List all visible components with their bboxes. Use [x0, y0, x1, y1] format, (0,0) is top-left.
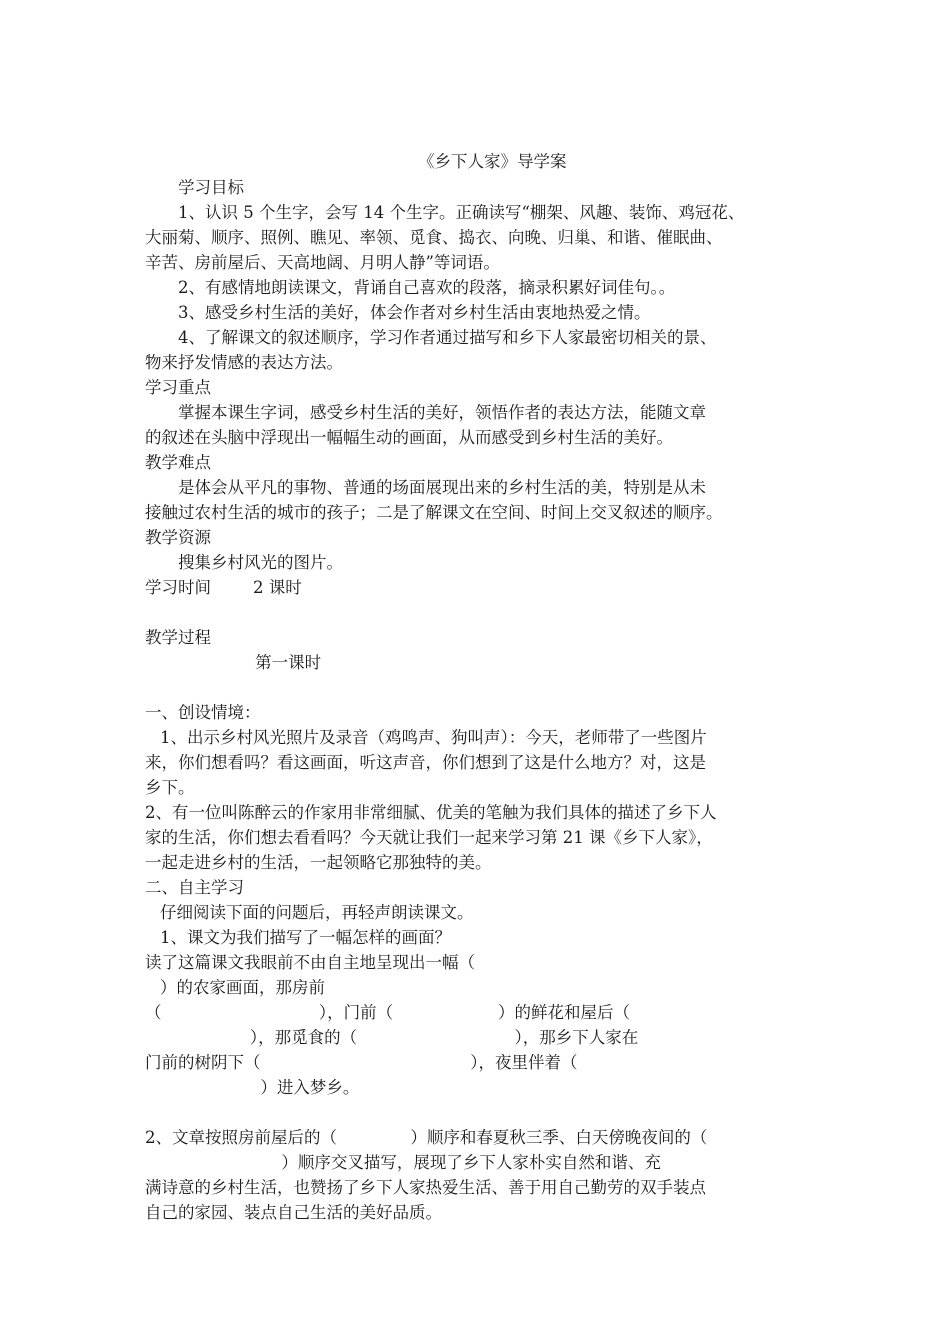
- text-line: 是体会从平凡的事物、普通的场面展现出来的乡村生活的美，特别是从未: [178, 478, 706, 497]
- text-line: 接触过农村生活的城市的孩子；二是了解课文在空间、时间上交叉叙述的顺序。: [145, 503, 723, 522]
- text-line: 乡下。: [145, 778, 195, 797]
- text-line: 一、创设情境：: [145, 703, 261, 722]
- text-line: 教学难点: [145, 453, 211, 472]
- text-line: （ ），门前（ ）的鲜花和屋后（: [145, 1003, 630, 1022]
- text-line: 学习时间 2 课时: [145, 578, 302, 597]
- text-line: 1、认识 5 个生字，会写 14 个生字。正确读写“棚架、风趣、装饰、鸡冠花、: [178, 203, 745, 222]
- text-line: ）进入梦乡。: [145, 1078, 360, 1097]
- text-line: 3、感受乡村生活的美好，体会作者对乡村生活由衷地热爱之情。: [178, 303, 651, 322]
- text-line: 来，你们想看吗？看这画面，听这声音，你们想到了这是什么地方？对，这是: [145, 753, 706, 772]
- text-line: 2、有感情地朗读课文，背诵自己喜欢的段落，摘录积累好词佳句。。: [178, 278, 676, 297]
- text-line: 第一课时: [145, 653, 322, 672]
- text-line: 2、文章按照房前屋后的（ ）顺序和春夏秋三季、白天傍晚夜间的（: [145, 1128, 708, 1147]
- text-line: 掌握本课生字词，感受乡村生活的美好，领悟作者的表达方法，能随文章: [178, 403, 706, 422]
- text-line: 自己的家园、装点自己生活的美好品质。: [145, 1203, 442, 1222]
- text-line: 家的生活，你们想去看看吗？今天就让我们一起来学习第 21 课《乡下人家》，: [145, 828, 713, 847]
- text-line: 物来抒发情感的表达方法。: [145, 353, 343, 372]
- text-line: 满诗意的乡村生活，也赞扬了乡下人家热爱生活、善于用自己勤劳的双手装点: [145, 1178, 706, 1197]
- text-line: 二、自主学习: [145, 878, 244, 897]
- document-title: 《乡下人家》导学案: [418, 152, 567, 171]
- text-line: 4、了解课文的叙述顺序，学习作者通过描写和乡下人家最密切相关的景、: [178, 328, 717, 347]
- text-line: 1、出示乡村风光照片及录音（鸡鸣声、狗叫声）：今天，老师带了一些图片: [160, 728, 707, 747]
- text-line: ）的农家画面，那房前: [160, 978, 325, 997]
- text-line: 读了这篇课文我眼前不由自主地呈现出一幅（: [145, 953, 475, 972]
- text-line: 1、课文为我们描写了一幅怎样的画面？: [160, 928, 451, 947]
- text-line: ）顺序交叉描写，展现了乡下人家朴实自然和谐、充: [145, 1153, 661, 1172]
- text-line: 学习重点: [145, 378, 211, 397]
- text-line: 2、有一位叫陈醉云的作家用非常细腻、优美的笔触为我们具体的描述了乡下人: [145, 803, 717, 822]
- text-line: ），那觅食的（ ），那乡下人家在: [145, 1028, 639, 1047]
- text-line: 大丽菊、顺序、照例、瞧见、率领、觅食、捣衣、向晚、归巢、和谐、催眠曲、: [145, 228, 723, 247]
- text-line: 搜集乡村风光的图片。: [178, 553, 343, 572]
- text-line: 教学资源: [145, 528, 211, 547]
- text-line: 教学过程: [145, 628, 211, 647]
- text-line: 学习目标: [178, 178, 244, 197]
- text-line: 的叙述在头脑中浮现出一幅幅生动的画面，从而感受到乡村生活的美好。: [145, 428, 673, 447]
- text-line: 仔细阅读下面的问题后，再轻声朗读课文。: [160, 903, 474, 922]
- text-line: 门前的树阴下（ ），夜里伴着（: [145, 1053, 578, 1072]
- text-line: 一起走进乡村的生活，一起领略它那独特的美。: [145, 853, 492, 872]
- text-line: 辛苦、房前屋后、天高地阔、月明人静”等词语。: [145, 253, 500, 272]
